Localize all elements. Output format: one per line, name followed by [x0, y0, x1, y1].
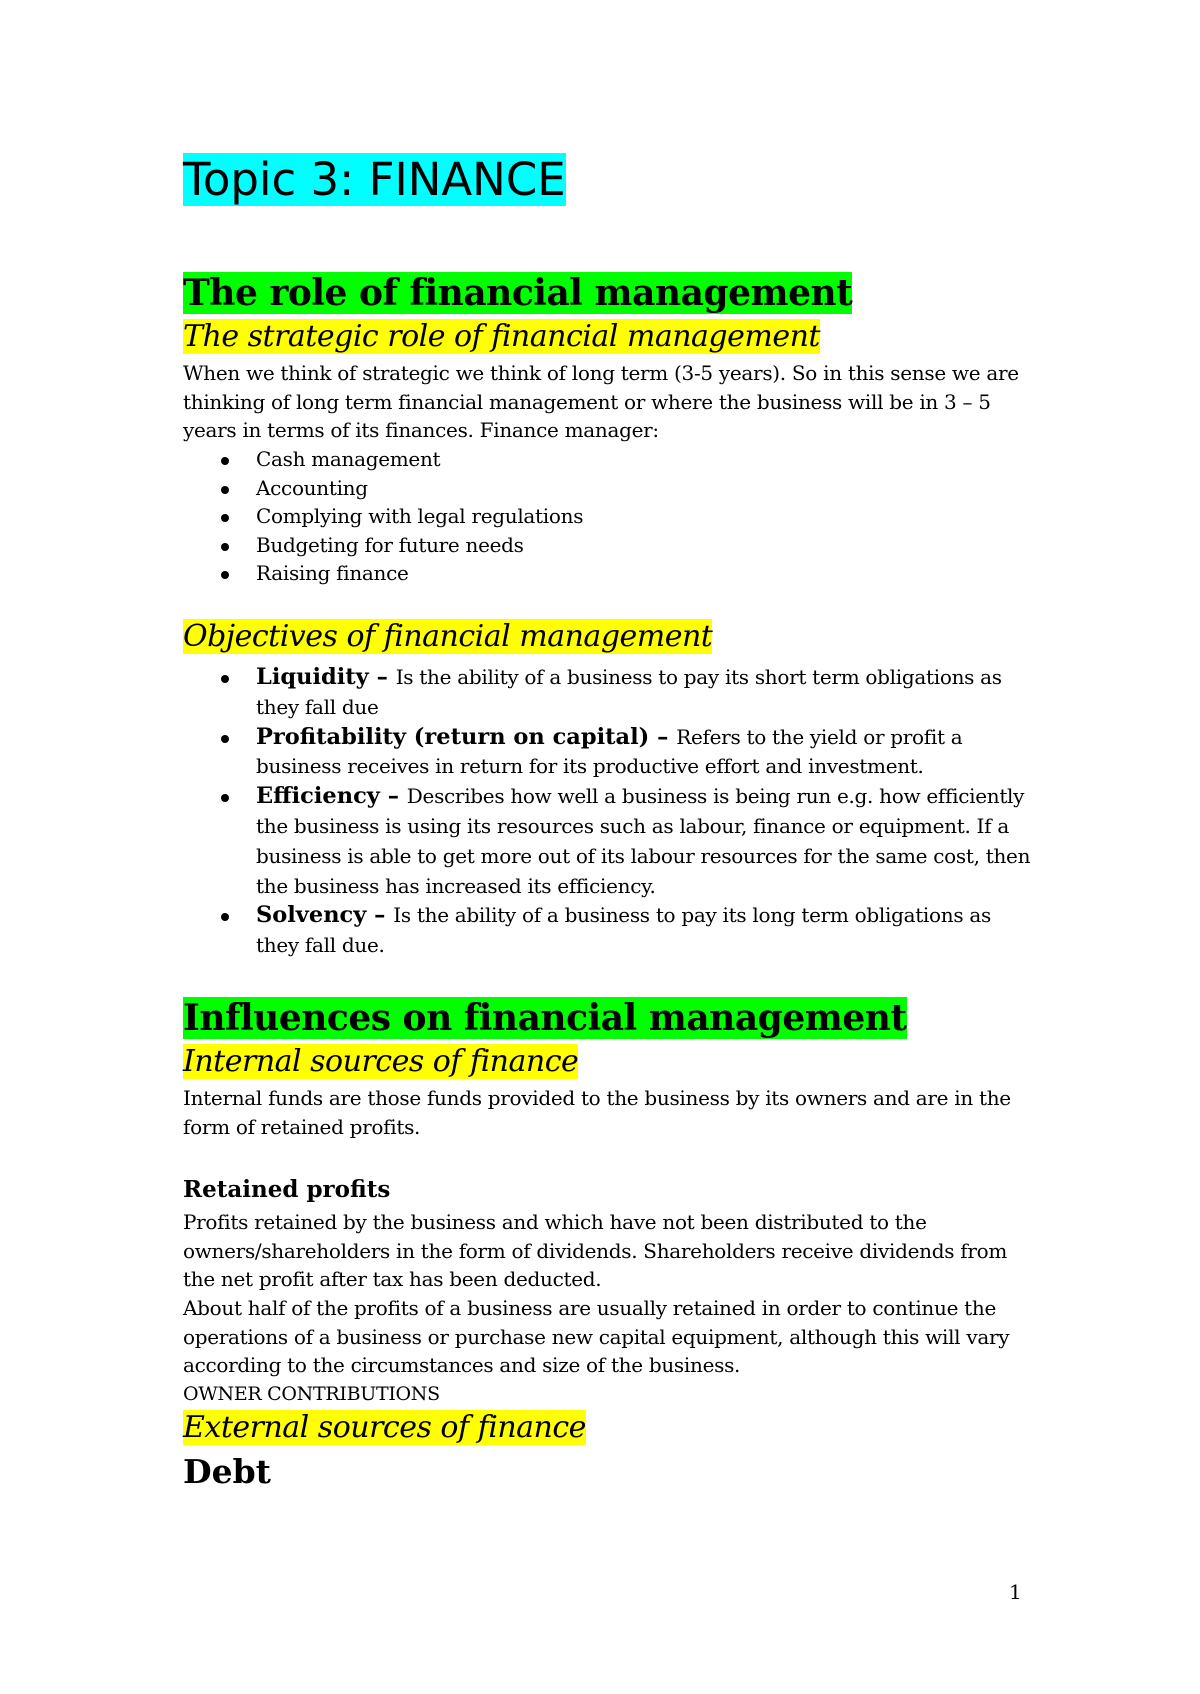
retained-profits-paragraph-1: Profits retained by the business and which have not been distributed to the owners/shareholders in the form of dividends. Shareholders receive dividends from the net profit after tax has been deducted. — [183, 1210, 1007, 1292]
strategic-role-paragraph: When we think of strategic we think of long term (3-5 years). So in this sense we are thinking of long term financial management or where the business will be in 3 – 5 years in terms of its finances. Finance manager: — [183, 361, 1019, 443]
section-heading-role: The role of financial management — [183, 272, 853, 314]
subheading-internal-sources: Internal sources of finance — [183, 1044, 579, 1079]
objective-dash: – — [649, 723, 677, 750]
objective-desc: Refers to the yield or profit a business receives in return for its productive effort and investment. — [256, 724, 963, 779]
objective-desc: Describes how well a business is being run e.g. how efficiently the business is using its resources such as labour, finance or equipment. If a business is able to get more out of its labour resources for the same cost, then the business has increased its efficiency. — [256, 784, 1031, 898]
internal-paragraph: Internal funds are those funds provided to the business by its owners and are in the form of retained profits. — [183, 1086, 1011, 1139]
objectives-list — [183, 663, 1033, 961]
debt-heading: Debt — [183, 1452, 271, 1491]
internal-heading-block — [183, 1043, 1033, 1081]
subheading-external-sources: External sources of finance — [183, 1410, 586, 1445]
list-item: Raising finance — [183, 559, 1033, 588]
objective-desc: Is the ability of a business to pay its long term obligations as they fall due. — [256, 903, 991, 958]
objective-desc: Is the ability of a business to pay its short term obligations as they fall due — [256, 665, 1002, 719]
owner-contributions-label: OWNER CONTRIBUTIONS — [183, 1383, 440, 1405]
retained-profits-paragraph-2: About half of the profits of a business are usually retained in order to continue the operations of a business or purchase new capital equipment, although this will vary according to the circumstances and size of the business. — [183, 1296, 1010, 1378]
finance-manager-list-block — [183, 445, 1033, 588]
list-item: Cash management — [183, 445, 1033, 474]
influences-heading-block — [183, 995, 1033, 1041]
section-heading-block — [183, 270, 1033, 316]
page-title: Topic 3: FINANCE — [183, 153, 566, 206]
subheading-objectives: Objectives of financial management — [183, 619, 713, 654]
external-heading-block — [183, 1409, 1033, 1447]
objective-item-efficiency — [183, 782, 1033, 901]
objective-dash: – — [368, 664, 396, 690]
objective-dash: – — [366, 902, 394, 929]
list-item: Budgeting for future needs — [183, 531, 1033, 560]
finance-manager-list — [183, 445, 1033, 588]
list-item: Accounting — [183, 474, 1033, 503]
objective-item-profitability — [183, 723, 1033, 783]
subheading-strategic-role: The strategic role of financial management — [183, 319, 820, 354]
objective-item-liquidity — [183, 663, 1033, 723]
objective-item-solvency — [183, 901, 1033, 961]
objective-dash: – — [379, 783, 407, 810]
objectives-list-block — [183, 663, 1033, 961]
section-heading-influences: Influences on financial management — [183, 997, 907, 1039]
objective-term: Solvency — [256, 902, 367, 929]
objectives-heading-block — [183, 618, 1033, 656]
objective-term: Profitability (return on capital) — [256, 723, 650, 750]
list-item: Complying with legal regulations — [183, 502, 1033, 531]
objective-term: Efficiency — [256, 783, 380, 810]
retained-profits-heading: Retained profits — [183, 1176, 391, 1203]
objective-term: Liquidity — [256, 664, 369, 690]
subheading-block — [183, 318, 1033, 356]
page-number: 1 — [1009, 1580, 1022, 1604]
page-title-block — [183, 150, 1033, 210]
